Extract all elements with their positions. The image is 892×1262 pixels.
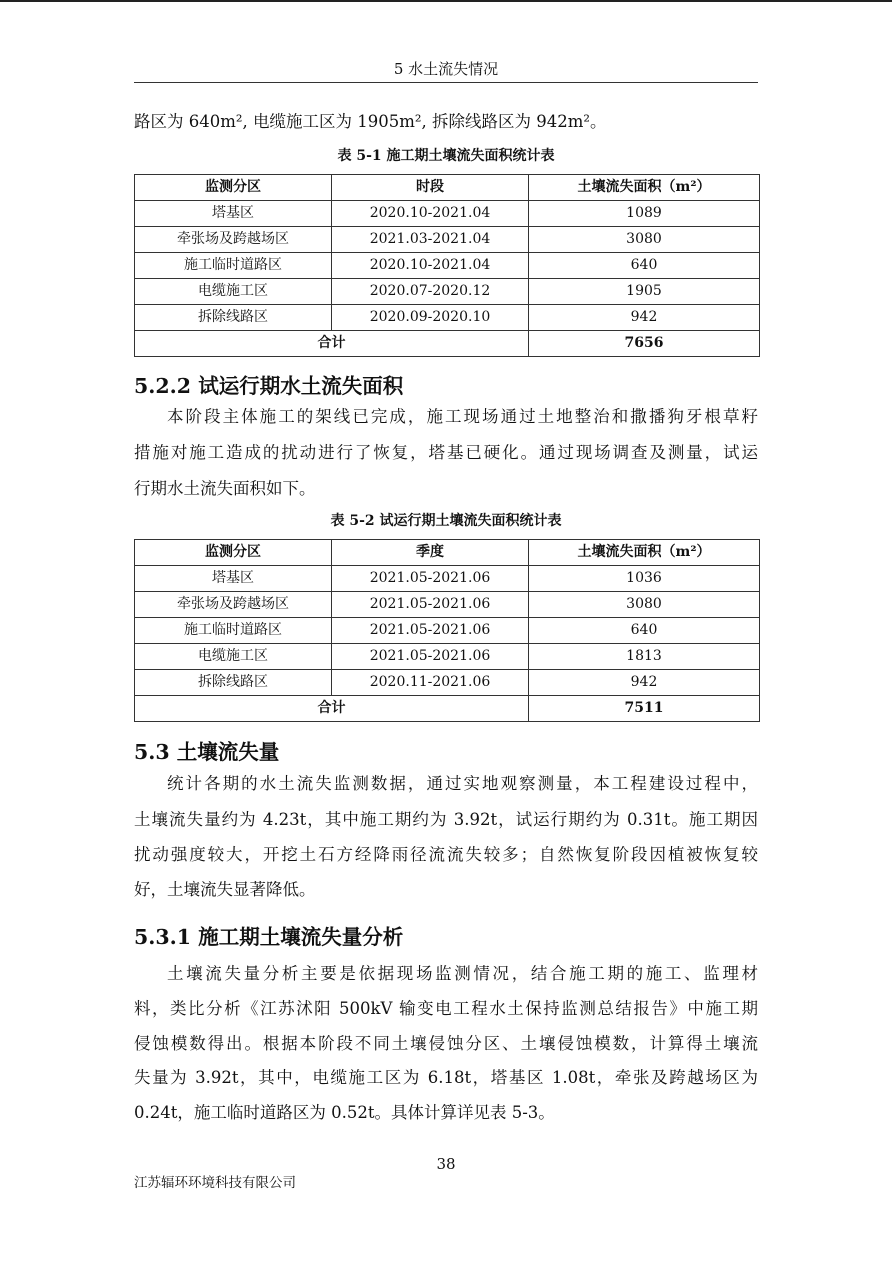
- paragraph-line: 土壤流失量分析主要是依据现场监测情况，结合施工期的施工、监理材: [167, 964, 758, 983]
- total-value: 7511: [529, 696, 760, 722]
- table2-caption: 表 5-2 试运行期土壤流失面积统计表: [330, 513, 562, 529]
- table-cell: 942: [529, 670, 760, 696]
- table-cell: 2021.05-2021.06: [332, 566, 529, 592]
- table1-caption: 表 5-1 施工期土壤流失面积统计表: [337, 148, 555, 164]
- table-cell: 2021.03-2021.04: [332, 227, 529, 253]
- table-trial-period: [134, 539, 760, 722]
- table-total-row: [135, 696, 760, 722]
- table-cell: 拆除线路区: [135, 305, 332, 331]
- column-header: 土壤流失面积（m²）: [529, 540, 760, 566]
- table-cell: 2020.07-2020.12: [332, 279, 529, 305]
- total-label: 合计: [135, 696, 529, 722]
- table-row: [135, 253, 760, 279]
- table-cell: 1905: [529, 279, 760, 305]
- table-cell: 拆除线路区: [135, 670, 332, 696]
- table-cell: 塔基区: [135, 201, 332, 227]
- paragraph-line: 0.24t，施工临时道路区为 0.52t。具体计算详见表 5-3。: [134, 1103, 555, 1122]
- paragraph-line: 失量为 3.92t，其中，电缆施工区为 6.18t，塔基区 1.08t，牵张及跨越场区为: [134, 1068, 758, 1087]
- table-row: [135, 305, 760, 331]
- header-rule: [134, 82, 758, 83]
- table-cell: 2020.10-2021.04: [332, 253, 529, 279]
- table-row: [135, 227, 760, 253]
- section-heading-5-2-2: 5.2.2 试运行期水土流失面积: [134, 374, 404, 398]
- section-heading-5-3-1: 5.3.1 施工期土壤流失量分析: [134, 925, 404, 949]
- top-border: [0, 0, 892, 2]
- table-cell: 2020.10-2021.04: [332, 201, 529, 227]
- table-cell: 942: [529, 305, 760, 331]
- table-cell: 3080: [529, 227, 760, 253]
- table-cell: 2021.05-2021.06: [332, 644, 529, 670]
- table-cell: 施工临时道路区: [135, 253, 332, 279]
- paragraph-line: 侵蚀模数得出。根据本阶段不同土壤侵蚀分区、土壤侵蚀模数，计算得土壤流: [134, 1034, 758, 1053]
- column-header: 土壤流失面积（m²）: [529, 175, 760, 201]
- table-header-row: [135, 540, 760, 566]
- table-row: [135, 670, 760, 696]
- table-total-row: [135, 331, 760, 357]
- table-header-row: [135, 175, 760, 201]
- total-label: 合计: [135, 331, 529, 357]
- paragraph-line: 行期水土流失面积如下。: [134, 479, 316, 498]
- table-cell: 3080: [529, 592, 760, 618]
- table-cell: 施工临时道路区: [135, 618, 332, 644]
- table-cell: 牵张场及跨越场区: [135, 592, 332, 618]
- table-cell: 640: [529, 618, 760, 644]
- table-row: [135, 644, 760, 670]
- table-construction-period: [134, 174, 760, 357]
- table-cell: 640: [529, 253, 760, 279]
- table-cell: 1813: [529, 644, 760, 670]
- column-header: 时段: [332, 175, 529, 201]
- table-row: [135, 279, 760, 305]
- paragraph-line: 统计各期的水土流失监测数据，通过实地观察测量，本工程建设过程中，: [167, 774, 758, 793]
- page-number: 38: [436, 1155, 456, 1173]
- section-heading-5-3: 5.3 土壤流失量: [134, 740, 280, 764]
- table-row: [135, 592, 760, 618]
- table-cell: 电缆施工区: [135, 644, 332, 670]
- paragraph-line: 好，土壤流失显著降低。: [134, 880, 316, 899]
- table-cell: 牵张场及跨越场区: [135, 227, 332, 253]
- table-row: [135, 201, 760, 227]
- column-header: 监测分区: [135, 540, 332, 566]
- table-row: [135, 566, 760, 592]
- paragraph-line: 土壤流失量约为 4.23t，其中施工期约为 3.92t，试运行期约为 0.31t。施工期因: [134, 810, 758, 829]
- table-cell: 2020.09-2020.10: [332, 305, 529, 331]
- table-cell: 2021.05-2021.06: [332, 592, 529, 618]
- table-row: [135, 618, 760, 644]
- running-header: 5 水土流失情况: [393, 60, 499, 78]
- table-cell: 电缆施工区: [135, 279, 332, 305]
- paragraph-line: 本阶段主体施工的架线已完成，施工现场通过土地整治和撒播狗牙根草籽: [167, 407, 758, 426]
- table-cell: 塔基区: [135, 566, 332, 592]
- table-cell: 1036: [529, 566, 760, 592]
- table-cell: 1089: [529, 201, 760, 227]
- table-cell: 2020.11-2021.06: [332, 670, 529, 696]
- intro-line: 路区为 640m², 电缆施工区为 1905m², 拆除线路区为 942m²。: [134, 112, 607, 131]
- column-header: 监测分区: [135, 175, 332, 201]
- column-header: 季度: [332, 540, 529, 566]
- company-name: 江苏辐环环境科技有限公司: [134, 1175, 296, 1191]
- paragraph-line: 扰动强度较大，开挖土石方经降雨径流流失较多；自然恢复阶段因植被恢复较: [134, 845, 758, 864]
- paragraph-line: 料，类比分析《江苏沭阳 500kV 输变电工程水土保持监测总结报告》中施工期: [134, 999, 758, 1018]
- table-cell: 2021.05-2021.06: [332, 618, 529, 644]
- total-value: 7656: [529, 331, 760, 357]
- paragraph-line: 措施对施工造成的扰动进行了恢复，塔基已硬化。通过现场调查及测量，试运: [134, 443, 758, 462]
